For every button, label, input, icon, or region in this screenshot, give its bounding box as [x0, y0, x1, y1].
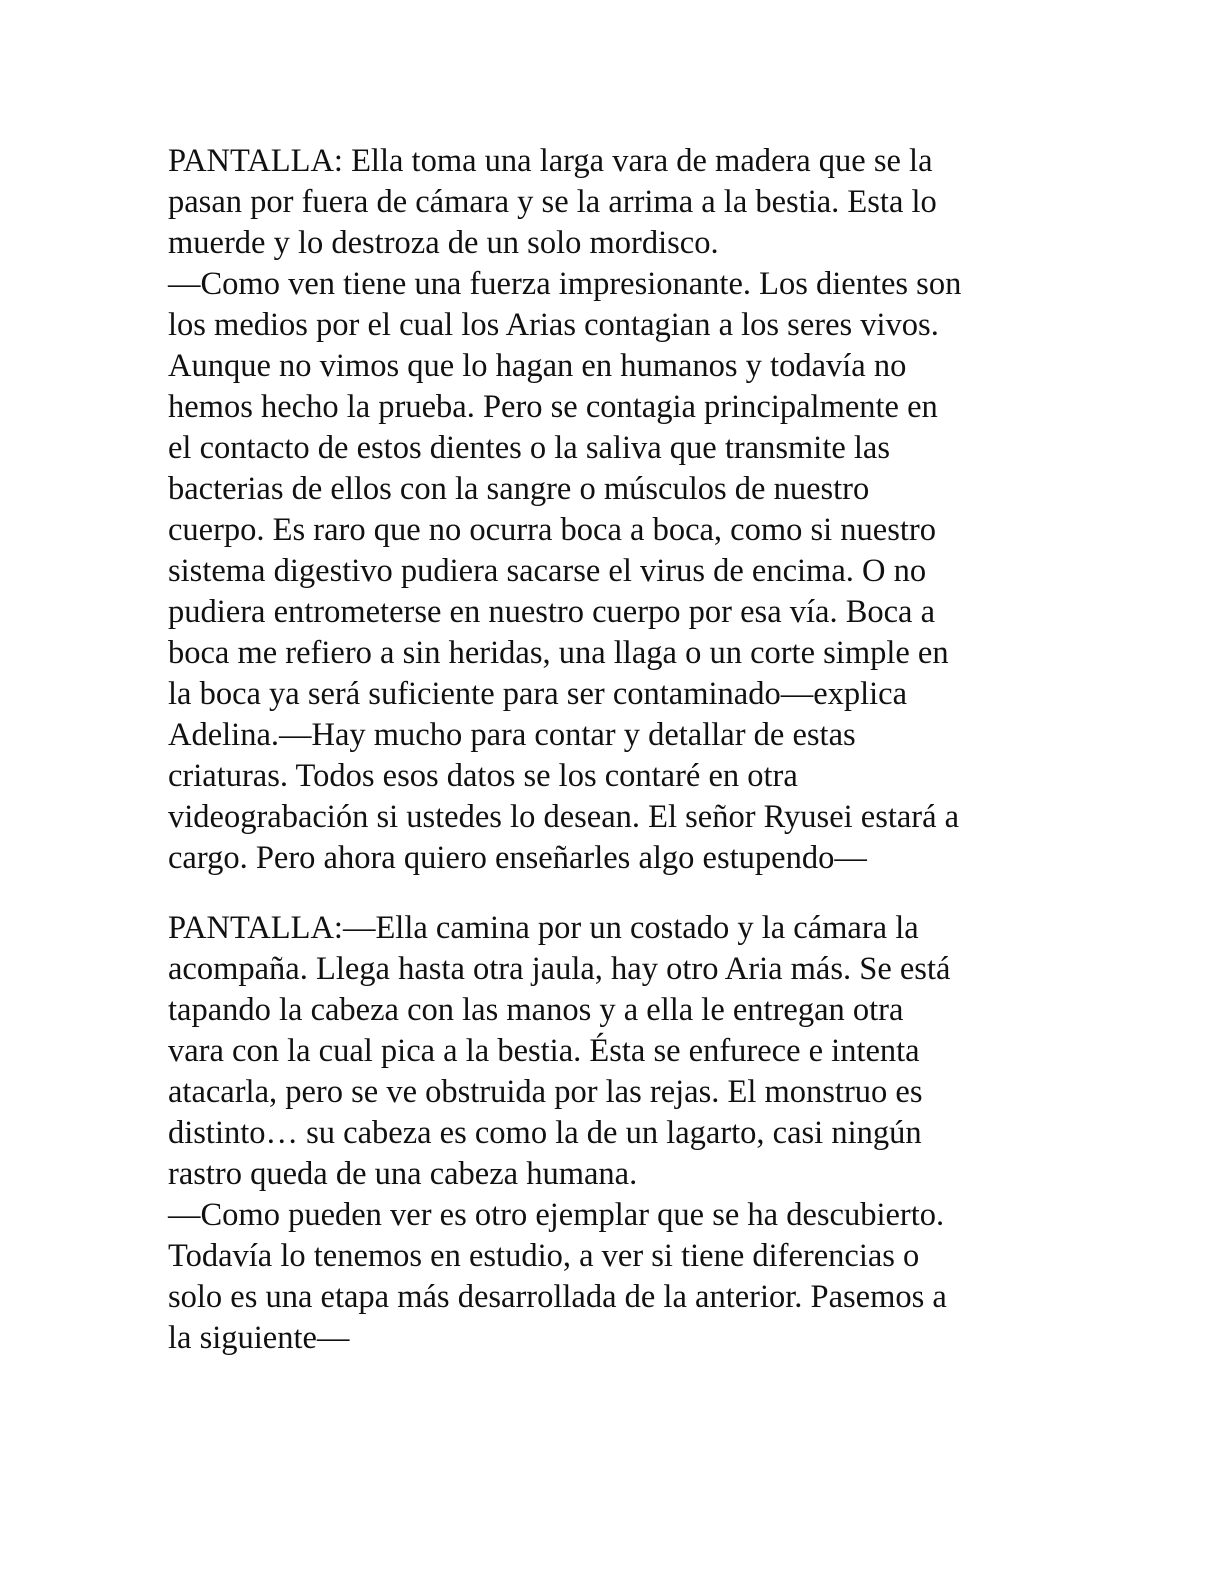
text-line: —Como pueden ver es otro ejemplar que se ha descubierto. [168, 1197, 945, 1233]
text-line: —Como ven tiene una fuerza impresionante. Los dientes son [168, 266, 962, 302]
text-line: atacarla, pero se ve obstruida por las rejas. El monstruo es [168, 1074, 923, 1110]
text-line: solo es una etapa más desarrollada de la anterior. Pasemos a [168, 1279, 947, 1315]
text-line: bacterias de ellos con la sangre o músculos de nuestro [168, 471, 870, 507]
text-line: Aunque no vimos que lo hagan en humanos y todavía no [168, 348, 907, 384]
paragraph-spacer [168, 879, 1048, 908]
text-line: cargo. Pero ahora quiero enseñarles algo estupendo— [168, 840, 867, 876]
text-line: boca me refiero a sin heridas, una llaga o un corte simple en [168, 635, 949, 671]
text-line: los medios por el cual los Arias contagian a los seres vivos. [168, 307, 939, 343]
document-page [168, 141, 1048, 1359]
text-line: pasan por fuera de cámara y se la arrima a la bestia. Esta lo [168, 184, 937, 220]
text-line: el contacto de estos dientes o la saliva que transmite las [168, 430, 890, 466]
text-line: distinto… su cabeza es como la de un lagarto, casi ningún [168, 1115, 922, 1151]
paragraph-1 [168, 141, 1048, 879]
text-line: acompaña. Llega hasta otra jaula, hay otro Aria más. Se está [168, 951, 951, 987]
text-line: rastro queda de una cabeza humana. [168, 1156, 638, 1192]
text-line: PANTALLA: Ella toma una larga vara de madera que se la [168, 143, 933, 179]
text-line: cuerpo. Es raro que no ocurra boca a boca, como si nuestro [168, 512, 936, 548]
text-line: hemos hecho la prueba. Pero se contagia principalmente en [168, 389, 938, 425]
text-line: tapando la cabeza con las manos y a ella le entregan otra [168, 992, 904, 1028]
text-line: la siguiente— [168, 1320, 350, 1356]
text-line: Todavía lo tenemos en estudio, a ver si tiene diferencias o [168, 1238, 920, 1274]
text-line: sistema digestivo pudiera sacarse el virus de encima. O no [168, 553, 927, 589]
text-line: vara con la cual pica a la bestia. Ésta se enfurece e intenta [168, 1033, 920, 1069]
text-line: muerde y lo destroza de un solo mordisco. [168, 225, 719, 261]
paragraph-2 [168, 908, 1048, 1359]
text-line: la boca ya será suficiente para ser contaminado—explica [168, 676, 908, 712]
text-line: videograbación si ustedes lo desean. El señor Ryusei estará a [168, 799, 960, 835]
text-line: PANTALLA:—Ella camina por un costado y la cámara la [168, 910, 919, 946]
text-line: pudiera entrometerse en nuestro cuerpo por esa vía. Boca a [168, 594, 936, 630]
text-line: Adelina.—Hay mucho para contar y detallar de estas [168, 717, 856, 753]
text-line: criaturas. Todos esos datos se los contaré en otra [168, 758, 798, 794]
